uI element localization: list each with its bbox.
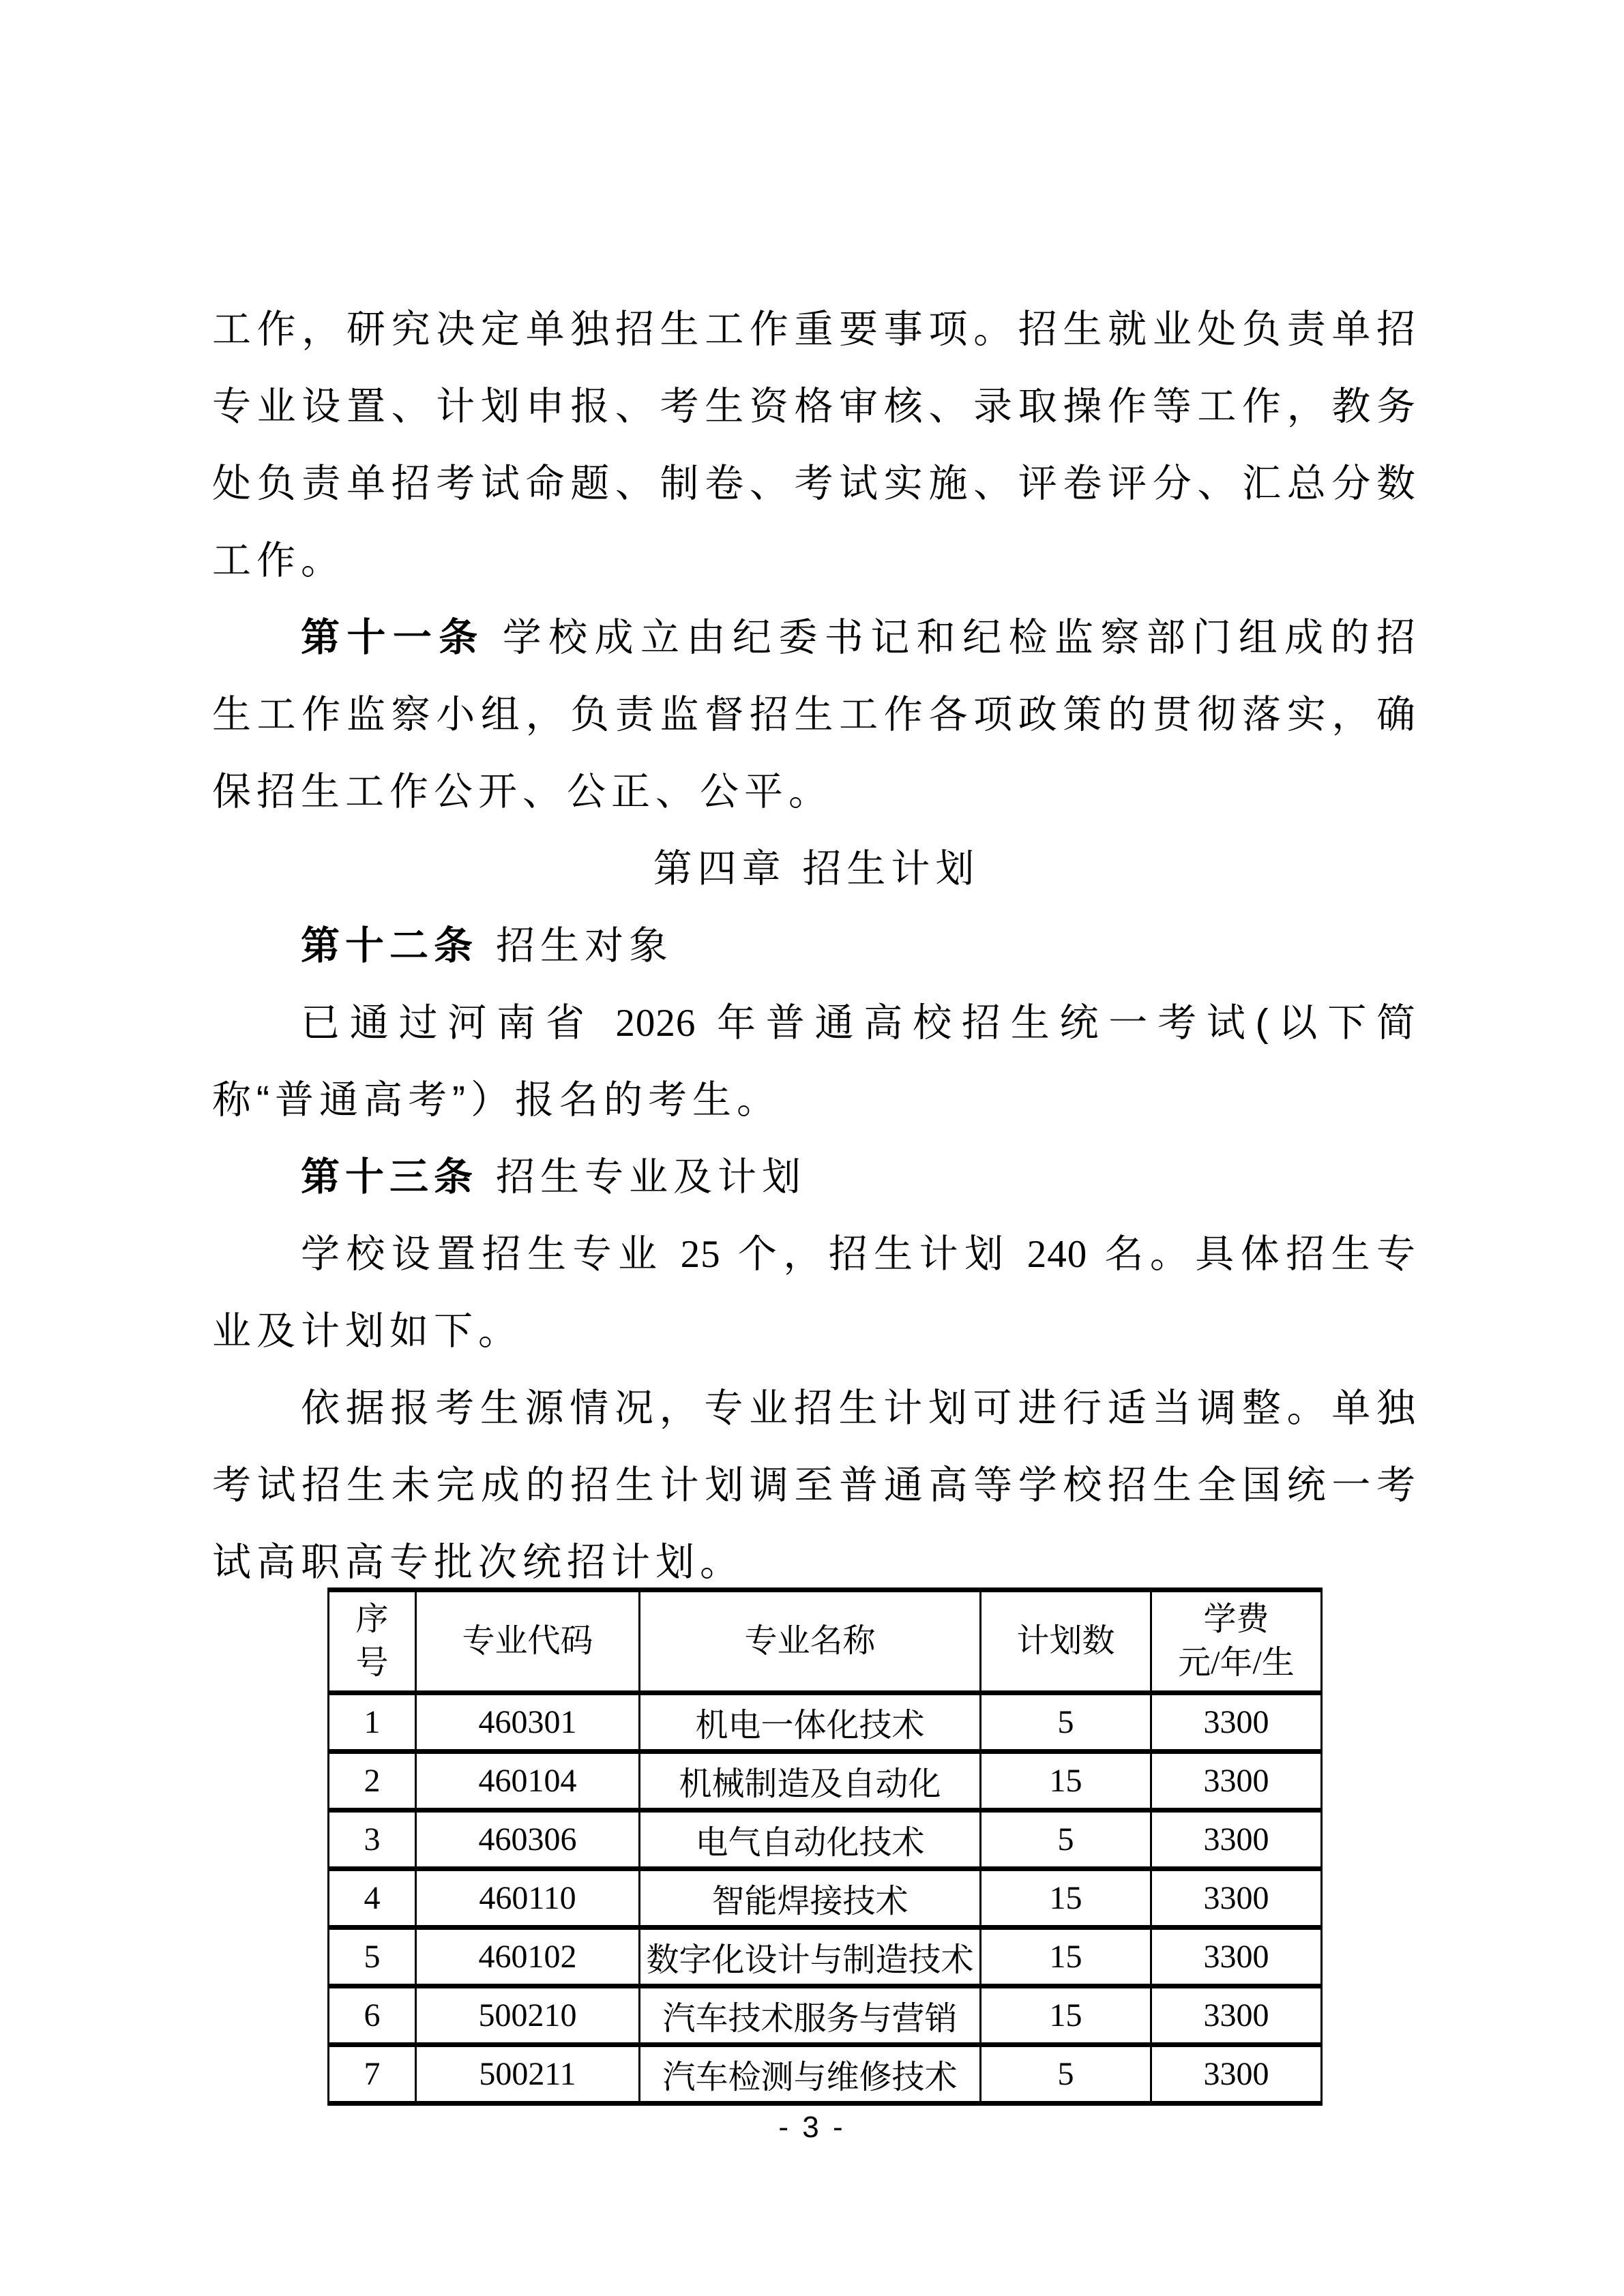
table-row [329,2045,1322,2104]
plan-summary-text-3: 名。具体招生专业及计划如下。 [212,1232,1421,1353]
cell-tuition: 3300 [1151,1752,1322,1810]
header-no-line1: 序 [355,1601,389,1637]
cell-code: 460306 [416,1810,640,1869]
cell-tuition: 3300 [1151,1693,1322,1752]
cell-no: 2 [329,1752,416,1810]
header-code: 专业代码 [416,1590,640,1693]
cell-plan: 15 [981,1928,1151,1986]
cell-plan: 15 [981,1869,1151,1928]
cell-no: 5 [329,1928,416,1986]
paragraph-article-11 [212,599,1421,831]
header-tuition-line1: 学费 [1203,1601,1269,1637]
cell-code: 460110 [416,1869,640,1928]
paragraph-article-13 [212,1139,1421,1216]
article-11-text: 学校成立由纪委书记和纪检监察部门组成的招生工作监察小组，负责监督招生工作各项政策的贯彻落实，确保招生工作公开、公正、公平。 [212,616,1421,814]
table-header-row [329,1590,1322,1693]
eligibility-text-1: 已通过河南省 [301,1001,616,1045]
cell-no: 1 [329,1693,416,1752]
cell-plan: 15 [981,1752,1151,1810]
cell-tuition: 3300 [1151,1986,1322,2045]
body-text [212,291,1421,1601]
cell-plan: 5 [981,1810,1151,1869]
cell-major: 机械制造及自动化 [640,1752,981,1810]
header-major: 专业名称 [640,1590,981,1693]
article-12-label: 第十二条 [301,924,478,968]
cell-no: 3 [329,1810,416,1869]
header-no-line2: 号 [355,1645,389,1681]
cell-major: 电气自动化技术 [640,1810,981,1869]
cell-code: 500210 [416,1986,640,2045]
cell-code: 460102 [416,1928,640,1986]
cell-no: 6 [329,1986,416,2045]
cell-major: 智能焊接技术 [640,1869,981,1928]
cell-plan: 15 [981,1986,1151,2045]
table-row [329,1752,1322,1810]
article-13-text: 招生专业及计划 [496,1155,806,1199]
total-plan-count: 240 [1027,1233,1088,1276]
cell-tuition: 3300 [1151,1869,1322,1928]
header-plan: 计划数 [981,1590,1151,1693]
cell-major: 机电一体化技术 [640,1693,981,1752]
paragraph-plan-adjustment: 依据报考生源情况，专业招生计划可进行适当调整。单独考试招生未完成的招生计划调至普通高等学校招生全国统一考试高职高专批次统招计划。 [212,1386,1421,1584]
table-row [329,1810,1322,1869]
header-no [329,1590,416,1693]
majors-count: 25 [680,1233,721,1276]
table-row [329,1986,1322,2045]
paragraph-plan-summary [212,1216,1421,1370]
cell-major: 数字化设计与制造技术 [640,1928,981,1986]
article-12-text: 招生对象 [496,924,673,968]
cell-code: 460104 [416,1752,640,1810]
table-row [329,1869,1322,1928]
article-11-label: 第十一条 [301,616,485,659]
table-row [329,1928,1322,1986]
cell-major: 汽车技术服务与营销 [640,1986,981,2045]
cell-plan: 5 [981,1693,1151,1752]
year-number: 2026 [615,1002,696,1045]
cell-major: 汽车检测与维修技术 [640,2045,981,2104]
chapter-heading: 第四章 招生计划 [653,847,980,891]
table-row [329,1693,1322,1752]
cell-code: 500211 [416,2045,640,2104]
header-tuition [1151,1590,1322,1693]
page-number: - 3 - [778,2111,846,2144]
cell-tuition: 3300 [1151,1928,1322,1986]
cell-tuition: 3300 [1151,2045,1322,2104]
plan-summary-text-1: 学校设置招生专业 [301,1232,681,1276]
cell-tuition: 3300 [1151,1810,1322,1869]
cell-no: 4 [329,1869,416,1928]
plan-summary-text-2: 个，招生计划 [720,1232,1027,1276]
eligibility-text-2: 年普通高校招生统一考试(以下简称“普通高考”）报名的考生。 [212,1001,1421,1122]
paragraph-continuation: 工作，研究决定单独招生工作重要事项。招生就业处负责单招专业设置、计划申报、考生资格审核、录取操作等工作，教务处负责单招考试命题、制卷、考试实施、评卷评分、汇总分数工作。 [212,308,1421,582]
paragraph-eligibility [212,985,1421,1139]
cell-plan: 5 [981,2045,1151,2104]
admission-plan-table [327,1587,1323,2106]
cell-code: 460301 [416,1693,640,1752]
header-tuition-line2: 元/年/生 [1178,1645,1295,1681]
cell-no: 7 [329,2045,416,2104]
paragraph-article-12 [212,908,1421,985]
article-13-label: 第十三条 [301,1155,478,1199]
